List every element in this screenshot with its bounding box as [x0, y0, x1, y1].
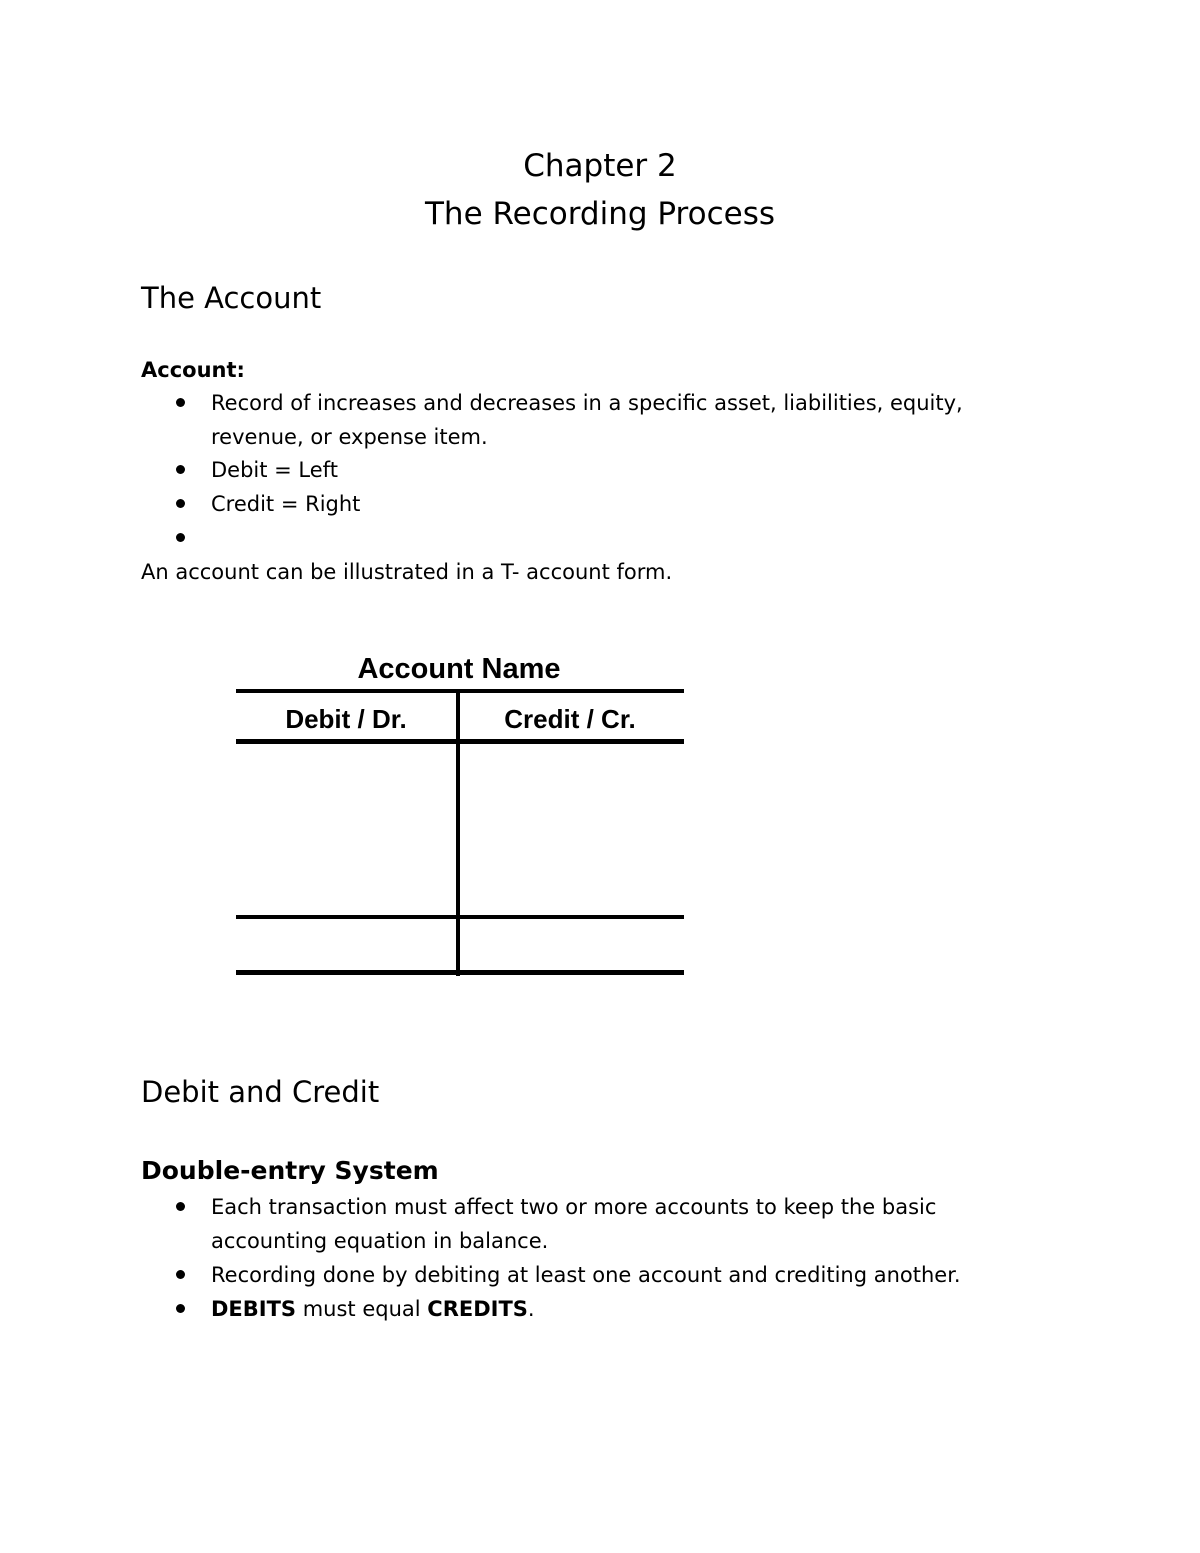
- bullet-dot: [176, 1202, 185, 1211]
- credits-emphasis: CREDITS: [427, 1297, 528, 1321]
- t-account-center-divider: [456, 691, 460, 976]
- bullet-dot: [176, 1304, 185, 1313]
- t-account-credit-header: Credit / Cr.: [504, 704, 636, 734]
- bullet-transaction-line1: Each transaction must affect two or more accounts to keep the basic: [211, 1195, 937, 1219]
- bullet-account-definition-line2: revenue, or expense item.: [211, 425, 488, 449]
- t-account-note: An account can be illustrated in a T- account form.: [141, 560, 673, 584]
- t-account-header-rule: [236, 739, 684, 744]
- account-label: Account:: [141, 358, 245, 382]
- bullet-recording: Recording done by debiting at least one account and crediting another.: [211, 1263, 961, 1287]
- bullet-dot: [176, 398, 185, 407]
- bullet-account-definition-line1: Record of increases and decreases in a specific asset, liabilities, equity,: [211, 391, 963, 415]
- sentence-period: .: [527, 1297, 535, 1321]
- subheading-double-entry: Double-entry System: [141, 1156, 439, 1185]
- bullet-dot: [176, 1270, 185, 1279]
- t-account-diagram: [236, 650, 686, 980]
- t-account-bottom-rule: [236, 970, 684, 975]
- bullet-dot-empty: [176, 533, 185, 542]
- section-heading-debit-credit: Debit and Credit: [141, 1075, 380, 1109]
- bullet-debit-left: Debit = Left: [211, 458, 338, 482]
- bullet-dot: [176, 465, 185, 474]
- t-account-total-rule: [236, 915, 684, 919]
- t-account-top-rule: [236, 689, 684, 693]
- t-account-title: Account Name: [357, 653, 561, 685]
- debits-credits-connector: must equal: [296, 1297, 428, 1321]
- chapter-title: The Recording Process: [424, 196, 775, 232]
- bullet-credit-right: Credit = Right: [211, 492, 361, 516]
- bullet-transaction-line2: accounting equation in balance.: [211, 1229, 549, 1253]
- t-account-debit-header: Debit / Dr.: [285, 704, 407, 734]
- bullet-dot: [176, 499, 185, 508]
- bullet-debits-equal-credits: [211, 1295, 535, 1323]
- chapter-number: Chapter 2: [523, 148, 677, 184]
- section-heading-account: The Account: [141, 281, 322, 315]
- debits-emphasis: DEBITS: [211, 1297, 297, 1321]
